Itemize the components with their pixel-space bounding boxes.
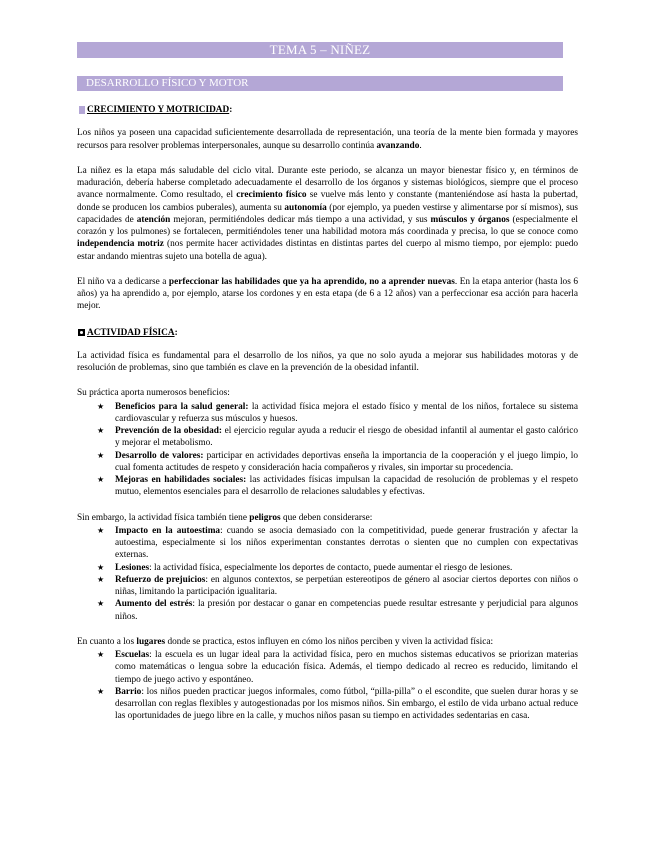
growth-heading-text: CRECIMIENTO Y MOTRICIDAD — [87, 105, 230, 115]
p3-bold-a: perfeccionar las habilidades que ya ha aprendido, no a aprender nuevas — [168, 276, 455, 287]
list-item-text: : en algunos contextos, se perpetúan estereotipos de género al asociar ciertos deportes con niños o niñas, limitando la participación igualitaria. — [115, 574, 578, 597]
star-icon: ★ — [97, 525, 105, 535]
list-item-term: Beneficios para la salud general: — [115, 401, 249, 412]
dangers-lead-text-b: que deben considerarse: — [280, 512, 373, 523]
p2-bold-b: autonomía — [284, 202, 327, 213]
list-item — [77, 474, 578, 499]
list-item-term: Mejoras en habilidades sociales: — [115, 475, 247, 485]
list-item-term: Refuerzo de prejuicios — [115, 574, 206, 585]
star-icon: ★ — [97, 650, 105, 659]
list-item-text: las actividades físicas impulsan la capacidad de resolución de problemas y el respeto mutuo, elementos esenciales para el desarrollo de relaciones saludables y efectivas. — [115, 475, 578, 498]
p2-text-f: (nos permite hacer actividades distintas en distintas partes del cuerpo al mismo tiempo, por ejemplo: puedo estar andando mientras sujeto una botella de agua). — [77, 239, 578, 262]
p1-bold-a: avanzando — [376, 140, 420, 151]
document-content — [77, 42, 578, 723]
list-item-term: Barrio — [115, 686, 142, 697]
benefits-list — [77, 401, 578, 499]
dangers-lead-text-a: Sin embargo, la actividad física también tiene — [77, 512, 250, 523]
p2-bold-a: crecimiento físico — [236, 190, 307, 201]
p2-text-c: (por ejemplo, ya pueden vestirse y alimentarse por sí mismos), sus capacidades de — [77, 202, 578, 225]
list-item-term: Aumento del estrés — [115, 599, 193, 610]
benefits-lead-text: Su práctica aporta numerosos beneficios: — [77, 388, 230, 399]
list-item-text: participar en actividades deportivas enseña la importancia de la cooperación y el juego limpio, lo cual fomenta actitudes de respeto y consideración hacia compañeros y rivales, sin importar su procedencia. — [115, 450, 578, 473]
list-item — [77, 525, 578, 562]
places-lead — [77, 636, 578, 648]
activity-intro-text: La actividad física es fundamental para el desarrollo de los niños, ya que no solo ayuda a mejorar sus habilidades motoras y de resolución de problemas, sino que también es clave en la prevención de la obesidad infantil. — [77, 350, 578, 373]
p2-bold-d: músculos y órganos — [430, 214, 510, 225]
p1-text-a: Los niños ya poseen una capacidad suficientemente desarrollada de representación, una teoría de la mente bien formada y mayores recursos para resolver problemas interpersonales, aunque su desarrollo continúa — [77, 128, 578, 151]
box-bullet-icon — [78, 329, 85, 336]
activity-heading-text: ACTIVIDAD FÍSICA — [87, 327, 175, 338]
places-lead-text-b: donde se practica, estos influyen en cómo los niños perciben y viven la actividad física: — [165, 636, 494, 647]
dangers-list — [77, 525, 578, 623]
star-icon: ★ — [97, 686, 105, 696]
p2-text-e: (especialmente el corazón y los pulmones) se fortalecen, permitiéndoles tener una habilidad motora más coordinada y precisa, lo que se conoce como — [77, 214, 579, 237]
dangers-lead — [77, 512, 578, 524]
growth-heading — [77, 104, 578, 116]
list-item — [77, 598, 578, 623]
list-item-term: Desarrollo de valores: — [115, 450, 204, 461]
title-bar — [77, 42, 563, 58]
paragraph-healthy-stage — [77, 165, 578, 263]
star-icon: ★ — [97, 401, 105, 411]
star-icon: ★ — [97, 574, 105, 584]
p2-bold-c: atención — [136, 214, 171, 225]
activity-heading — [77, 327, 578, 339]
star-icon: ★ — [97, 562, 105, 572]
p2-text-d: mejoran, permitiéndoles dedicar más tiempo a una actividad, y sus — [170, 214, 431, 225]
section-heading: DESARROLLO FÍSICO Y MOTOR — [86, 77, 249, 89]
list-item-text: el ejercicio regular ayuda a reducir el riesgo de obesidad infantil al aumentar el gasto calórico y mejorar el metabolismo. — [115, 426, 578, 449]
p2-bold-e: independencia motriz — [77, 239, 164, 250]
star-icon: ★ — [97, 475, 105, 484]
list-item-text: : la presión por destacar o ganar en competencias puede resultar estresante y perjudicial para algunos niños. — [115, 599, 578, 622]
paragraph-activity-intro — [77, 350, 578, 375]
list-item-text: : cuando se asocia demasiado con la competitividad, puede generar frustración y afectar la autoestima, especialmente si los niños experimentan constantes derrotas o sienten que no cumplen con expectativas externas. — [115, 525, 578, 561]
benefits-lead — [77, 387, 578, 399]
list-item-text: : la actividad física, especialmente los deportes de contacto, puede aumentar el riesgo de lesiones. — [149, 562, 513, 573]
dangers-lead-bold: peligros — [249, 512, 281, 523]
list-item-term: Lesiones — [115, 562, 150, 573]
p2-text-b: se vuelve más lento y constante (manteniéndose así hasta la pubertad, donde se producen los cambios puberales), aumenta su — [77, 190, 578, 213]
list-item — [77, 401, 578, 426]
list-item — [77, 649, 578, 686]
places-list — [77, 649, 578, 723]
list-item-term: Impacto en la autoestima — [115, 525, 221, 536]
activity-heading-colon: : — [174, 327, 178, 338]
list-item-term: Prevención de la obesidad: — [115, 426, 222, 436]
p3-text-a: El niño va a dedicarse a — [77, 276, 169, 287]
square-marker-icon — [79, 106, 85, 114]
list-item — [77, 450, 578, 475]
paragraph-capacities — [77, 127, 578, 152]
list-item — [77, 574, 578, 599]
document-title: TEMA 5 – NIÑEZ — [269, 42, 371, 57]
list-item — [77, 425, 578, 450]
list-item-term: Escuelas — [115, 650, 150, 660]
paragraph-perfecting-skills — [77, 276, 578, 313]
section-heading-bar — [77, 76, 563, 91]
list-item-text: : los niños pueden practicar juegos informales, como fútbol, “pilla-pilla” o el escondite, que suelen durar horas y se desarrollan con reglas flexibles y autogestionadas por los mismos niños. Sin embargo, el estilo de vida urbano actual reduce las oportunidades de juego libre en la calle, y muchos niños pasan su tiempo en actividades sedentarias en casa. — [115, 686, 578, 722]
places-lead-bold: lugares — [136, 636, 166, 647]
growth-heading-colon: : — [229, 105, 233, 115]
list-item-text: la actividad física mejora el estado físico y mental de los niños, fortalece su sistema cardiovascular y refuerza sus músculos y huesos. — [115, 401, 578, 424]
p3-text-b: . En la etapa anterior (hasta los 6 años) ya ha aprendido a, por ejemplo, atarse los cordones y en esta etapa (de 6 a 12 años) van a perfeccionar esa acción para hacerla mejor. — [77, 276, 578, 312]
star-icon: ★ — [97, 426, 105, 435]
places-lead-text-a: En cuanto a los — [77, 636, 137, 647]
list-item-text: : la escuela es un lugar ideal para la actividad física, pero en muchos sistemas educativos se priorizan materias como matemáticas o lengua sobre la educación física. Además, el tiempo dedicado al recreo es reducido, limitando el tiempo de juego activo y espontáneo. — [115, 650, 578, 685]
star-icon: ★ — [97, 450, 105, 460]
p1-text-b: . — [419, 140, 422, 151]
list-item — [77, 686, 578, 723]
star-icon: ★ — [97, 599, 105, 609]
list-item — [77, 562, 578, 574]
p2-text-a: La niñez es la etapa más saludable del ciclo vital. Durante este periodo, se alcanza un mayor bienestar físico y, en términos de maduración, debería haberse completado adecuadamente el desarrollo de los órganos y sistemas biológicos, siempre que el proceso avance normalmente. Como resultado, el — [77, 165, 578, 201]
